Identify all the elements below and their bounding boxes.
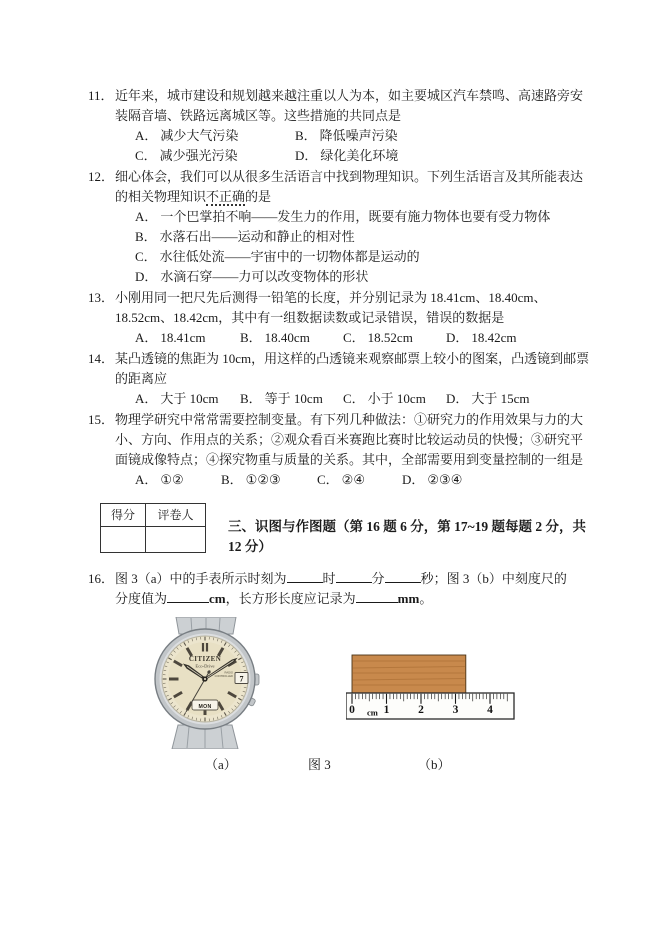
svg-text:4: 4: [487, 704, 493, 716]
option-d: D． 水滴石穿——力可以改变物体的形状: [135, 269, 369, 284]
question-15-text: 物理学研究中常常需要控制变量。有下列几种做法：①研究力的作用效果与力的大小、方向、作用点的关系；②观众看百米赛跑比赛时比较运动员的快慢；③研究平面镜成像特点；④探究物重与质量的关系。其中，全部需要用到变量控制的一组是: [115, 412, 584, 467]
svg-text:0: 0: [349, 704, 355, 716]
question-15-number: 15．: [88, 412, 115, 427]
watch-day-text: MON: [198, 703, 212, 710]
watch-radio-text: RADIO: [224, 671, 233, 675]
blank-second: [385, 571, 421, 583]
figure-label-a: （a）: [205, 757, 237, 772]
question-14-number: 14．: [88, 351, 115, 366]
section-heading: 三、识图与作图题（第 16 题 6 分，第 17~19 题每题 2 分，共 12 分）: [228, 519, 587, 554]
question-12-text: 细心体会，我们可以从很多生活语言中找到物理知识。下列生活语言及其所能表达的相关物理知识不正确的是: [115, 169, 584, 204]
question-11-options: [135, 126, 593, 166]
question-14-text: 某凸透镜的焦距为 10cm，用这样的凸透镜来观察邮票上较小的图案，凸透镜到邮票的距离应: [115, 351, 590, 386]
ruler-unit-label: cm: [367, 707, 378, 718]
option-b: B． 等于 10cm: [240, 391, 323, 406]
blank-minute: [336, 571, 372, 583]
question-11-text: 近年来，城市建设和规划越来越注重以人为本，如主要城区汽车禁鸣、高速路旁安装隔音墙、铁路远离城区等。这些措施的共同点是: [115, 88, 584, 123]
option-a: A． 减少大气污染: [135, 128, 239, 143]
question-12-number: 12．: [88, 169, 115, 184]
question-15: [88, 410, 593, 490]
option-d: D． ②③④: [402, 472, 463, 487]
question-16-number: 16．: [88, 571, 115, 586]
watch-date-text: 7: [239, 674, 244, 684]
ruler-image: [346, 651, 516, 721]
question-13-number: 13．: [88, 290, 115, 305]
option-b: B． 水落石出——运动和静止的相对性: [135, 229, 355, 244]
grader-cell-label: 评卷人: [146, 504, 206, 527]
question-11-number: 11．: [88, 88, 114, 103]
option-a: A． 18.41cm: [135, 330, 206, 345]
question-14: [88, 349, 593, 409]
wood-block-group: [352, 655, 466, 693]
question-16: [88, 569, 593, 609]
score-table: [100, 503, 206, 553]
option-d: D． 18.42cm: [446, 330, 517, 345]
figure-3: [88, 617, 593, 779]
score-cell-label: 得分: [101, 504, 146, 527]
option-a: A． ①②: [135, 472, 184, 487]
figure-label-b: （b）: [418, 757, 451, 772]
option-d: D． 大于 15cm: [446, 391, 530, 406]
question-15-options: [135, 470, 593, 490]
blank-division-value: [167, 591, 209, 603]
question-12-options: [135, 207, 593, 287]
question-16-line2: 分度值为 cm，长方形长度应记录为 mm。: [115, 591, 433, 606]
question-14-options: [135, 389, 593, 409]
watch-model-text: Eco-Drive: [195, 663, 215, 669]
option-a: A． 一个巴掌拍不响——发生力的作用，既要有施力物体也要有受力物体: [135, 209, 551, 224]
grader-cell-empty: [146, 527, 206, 553]
option-b: B． ①②③: [221, 472, 281, 487]
svg-text:2: 2: [418, 704, 424, 716]
watch-image: [148, 617, 274, 749]
svg-text:1: 1: [383, 704, 390, 716]
option-c: C． 小于 10cm: [343, 391, 426, 406]
watch-center-dot: [204, 678, 206, 680]
emphasized-text: 不正确: [206, 189, 246, 204]
question-13-text: 小刚用同一把尺先后测得一铅笔的长度，并分别记录为 18.41cm、18.40cm、18.52cm、18.42cm，其中有一组数据读数或记录错误，错误的数据是: [115, 290, 547, 325]
option-c: C． ②④: [317, 472, 365, 487]
option-c: C． 减少强光污染: [135, 148, 238, 163]
question-12: [88, 167, 593, 287]
blank-hour: [287, 571, 323, 583]
watch-brand-text: CITIZEN: [188, 655, 222, 663]
option-d: D． 绿化美化环境: [295, 148, 399, 163]
exam-content: [88, 86, 593, 779]
score-cell-empty: [101, 527, 146, 553]
figure-caption: 图 3: [308, 757, 331, 772]
option-a: A． 大于 10cm: [135, 391, 219, 406]
option-c: C． 水往低处流——宇宙中的一切物体都是运动的: [135, 249, 420, 264]
option-c: C． 18.52cm: [343, 330, 413, 345]
question-16-line1: 图 3（a）中的手表所示时刻为 时 分 秒；图 3（b）中刻度尺的: [115, 571, 567, 586]
score-section: [100, 503, 593, 557]
question-13: [88, 288, 593, 348]
svg-text:3: 3: [452, 704, 459, 716]
watch-controlled-text: CONTROLLED: [214, 675, 233, 678]
option-b: B． 18.40cm: [240, 330, 310, 345]
question-11: [88, 86, 593, 166]
blank-length: [356, 591, 398, 603]
question-13-options: [135, 328, 593, 348]
option-b: B． 降低噪声污染: [295, 128, 398, 143]
